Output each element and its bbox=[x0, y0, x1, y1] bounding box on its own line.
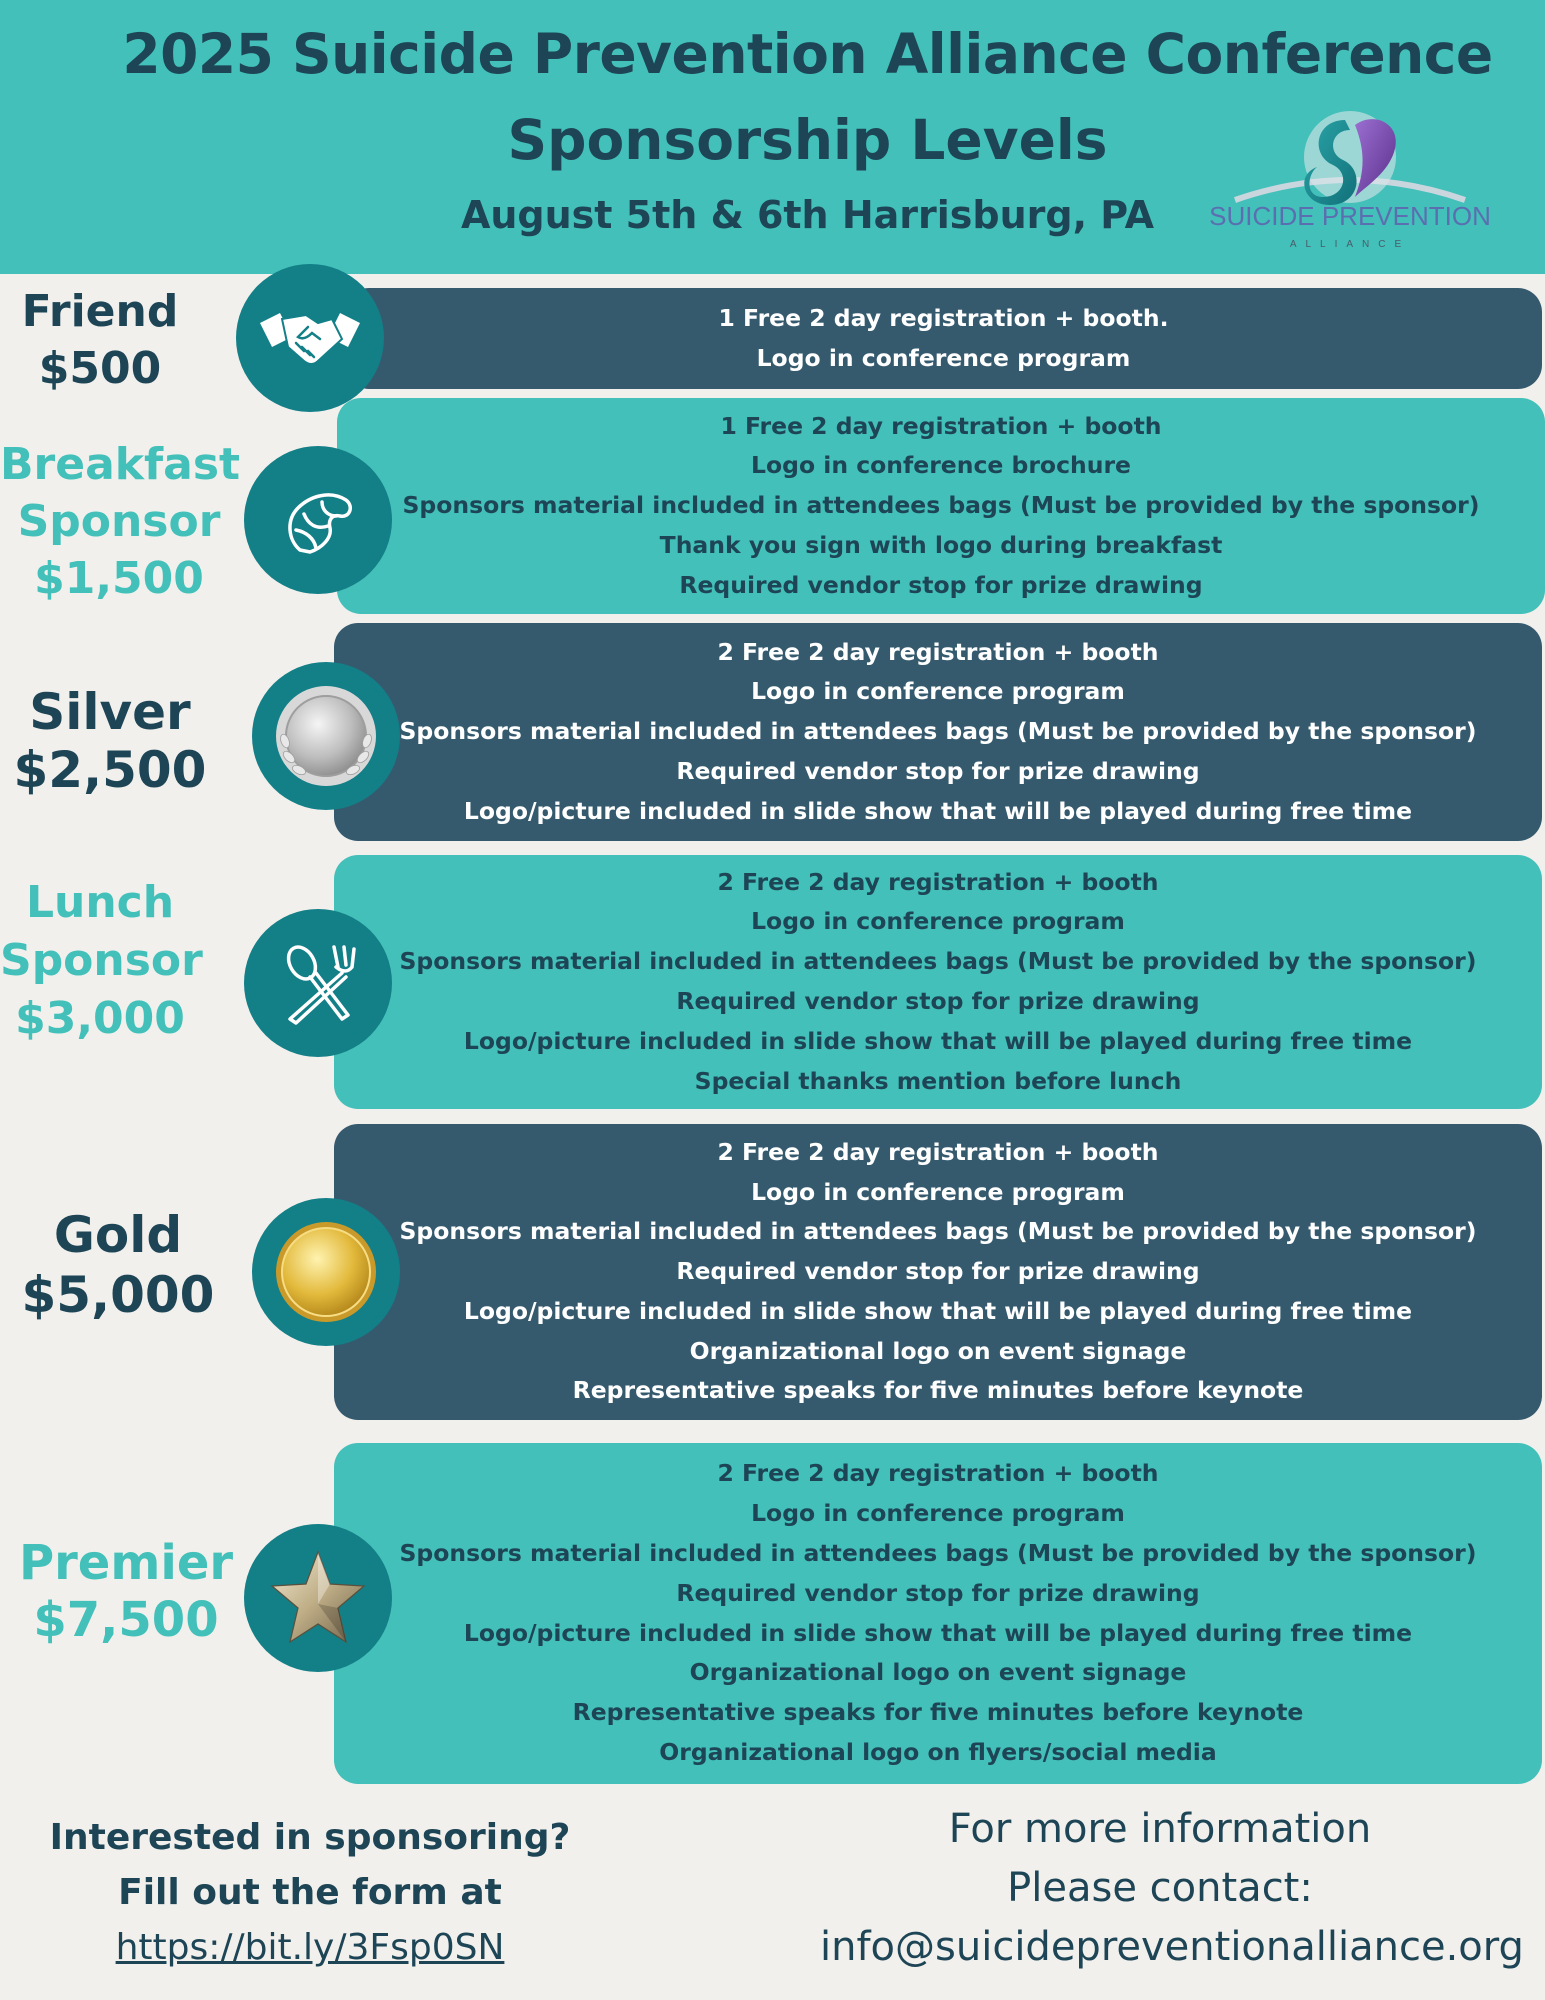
benefit-item: Required vendor stop for prize drawing bbox=[676, 756, 1200, 785]
benefit-item: 1 Free 2 day registration + booth bbox=[720, 411, 1162, 440]
footer-cta-heading: Interested in sponsoring? bbox=[49, 1817, 571, 1858]
footer-contact-text: Please contact: bbox=[1007, 1865, 1313, 1911]
tier-icon-circle-lunch bbox=[244, 909, 392, 1057]
benefit-item: 2 Free 2 day registration + booth bbox=[717, 867, 1159, 896]
tier-price: $5,000 bbox=[21, 1266, 215, 1324]
benefit-item: Logo in conference program bbox=[751, 907, 1125, 936]
benefit-item: Special thanks mention before lunch bbox=[694, 1066, 1182, 1095]
benefit-item: Logo in conference program bbox=[756, 343, 1131, 372]
page-title-line2: Sponsorship Levels bbox=[507, 108, 1108, 172]
tier-label-friend bbox=[0, 283, 200, 397]
tier-label-premier bbox=[0, 1535, 252, 1649]
gold-coin-icon bbox=[274, 1220, 378, 1324]
benefit-item: Required vendor stop for prize drawing bbox=[676, 1257, 1200, 1286]
tier-name: Lunch bbox=[25, 877, 175, 928]
silver-medal-icon bbox=[271, 681, 381, 791]
tier-icon-circle-silver bbox=[252, 662, 400, 810]
benefit-item: Organizational logo on event signage bbox=[689, 1336, 1187, 1365]
benefit-item: Representative speaks for five minutes before keynote bbox=[572, 1698, 1304, 1727]
tier-name: Breakfast bbox=[0, 439, 241, 490]
sponsor-form-link[interactable]: https://bit.ly/3Fsp0SN bbox=[115, 1927, 505, 1968]
tier-price: $3,000 bbox=[15, 993, 185, 1044]
tier-name-line2: Sponsor bbox=[17, 496, 221, 547]
suicide-prevention-alliance-logo bbox=[1205, 105, 1495, 255]
benefit-item: Sponsors material included in attendees bags (Must be provided by the sponsor) bbox=[402, 491, 1480, 520]
footer-cta-text: Fill out the form at bbox=[118, 1872, 502, 1913]
tier-icon-circle-breakfast bbox=[244, 446, 392, 594]
tier-benefits-premier bbox=[334, 1443, 1542, 1784]
benefit-item: 2 Free 2 day registration + booth bbox=[717, 1137, 1159, 1166]
benefit-item: Logo/picture included in slide show that will be played during free time bbox=[463, 1296, 1413, 1325]
tier-label-silver bbox=[0, 683, 220, 799]
tier-benefits-gold bbox=[334, 1124, 1542, 1420]
tier-icon-circle-gold bbox=[252, 1198, 400, 1346]
footer-contact bbox=[820, 1800, 1524, 1977]
tier-benefits-lunch-sponsor bbox=[334, 855, 1542, 1109]
tier-benefits-breakfast-sponsor bbox=[337, 398, 1545, 614]
benefit-item: Logo in conference program bbox=[751, 1499, 1125, 1528]
tier-benefits-friend bbox=[345, 288, 1542, 389]
benefit-item: Sponsors material included in attendees bags (Must be provided by the sponsor) bbox=[399, 1217, 1477, 1246]
page-title: 2025 Suicide Prevention Alliance Conference bbox=[122, 22, 1493, 86]
benefit-item: 2 Free 2 day registration + booth bbox=[717, 637, 1159, 666]
tier-label-breakfast-sponsor bbox=[0, 436, 241, 607]
tier-icon-circle-friend bbox=[236, 264, 384, 412]
tier-name: Gold bbox=[53, 1206, 183, 1264]
tier-price: $1,500 bbox=[34, 553, 204, 604]
header-banner bbox=[0, 0, 1545, 274]
benefit-item: Logo/picture included in slide show that will be played during free time bbox=[463, 1026, 1413, 1055]
benefit-item: Thank you sign with logo during breakfast bbox=[659, 530, 1223, 559]
tier-name-line2: Sponsor bbox=[0, 935, 203, 986]
event-date-location: August 5th & 6th Harrisburg, PA bbox=[460, 193, 1155, 237]
tier-price: $500 bbox=[38, 343, 162, 394]
benefit-item: Sponsors material included in attendees bags (Must be provided by the sponsor) bbox=[399, 947, 1477, 976]
footer-sponsor-form bbox=[40, 1810, 580, 1975]
tier-benefits-silver bbox=[334, 623, 1542, 841]
benefit-item: Required vendor stop for prize drawing bbox=[679, 570, 1203, 599]
contact-email-link[interactable]: info@suicidepreventionalliance.org bbox=[820, 1924, 1524, 1970]
tier-name: Friend bbox=[21, 286, 179, 337]
benefit-item: Logo in conference program bbox=[751, 677, 1125, 706]
benefit-item: Representative speaks for five minutes before keynote bbox=[572, 1376, 1304, 1405]
tier-label-gold bbox=[0, 1205, 236, 1325]
benefit-item: 2 Free 2 day registration + booth bbox=[717, 1459, 1159, 1488]
benefit-item: Required vendor stop for prize drawing bbox=[676, 987, 1200, 1015]
benefit-item: Logo in conference program bbox=[751, 1177, 1125, 1206]
benefit-item: Logo/picture included in slide show that will be played during free time bbox=[463, 796, 1413, 825]
benefit-item: 1 Free 2 day registration + booth. bbox=[718, 303, 1169, 332]
svg-text:SUICIDE PREVENTION: SUICIDE PREVENTION bbox=[1209, 201, 1491, 231]
croissant-icon bbox=[278, 480, 358, 560]
tier-price: $2,500 bbox=[13, 741, 207, 799]
benefit-item: Required vendor stop for prize drawing bbox=[676, 1578, 1200, 1607]
tier-price: $7,500 bbox=[33, 1592, 219, 1648]
tier-icon-circle-premier bbox=[244, 1524, 392, 1672]
star-icon bbox=[266, 1546, 370, 1650]
benefit-item: Sponsors material included in attendees bags (Must be provided by the sponsor) bbox=[399, 1538, 1477, 1567]
tier-name: Premier bbox=[18, 1535, 234, 1591]
benefit-item: Logo/picture included in slide show that will be played during free time bbox=[463, 1618, 1413, 1647]
spoon-fork-icon bbox=[276, 941, 360, 1025]
benefit-item: Logo in conference brochure bbox=[751, 451, 1131, 480]
benefit-item: Organizational logo on event signage bbox=[689, 1658, 1187, 1687]
benefit-item: Organizational logo on flyers/social media bbox=[659, 1737, 1217, 1766]
benefit-item: Sponsors material included in attendees bags (Must be provided by the sponsor) bbox=[399, 717, 1477, 746]
footer-contact-heading: For more information bbox=[948, 1806, 1372, 1852]
tier-label-lunch-sponsor bbox=[0, 874, 203, 1048]
svg-text:ALLIANCE: ALLIANCE bbox=[1289, 239, 1411, 250]
tier-name: Silver bbox=[29, 683, 191, 741]
handshake-icon bbox=[258, 303, 362, 373]
